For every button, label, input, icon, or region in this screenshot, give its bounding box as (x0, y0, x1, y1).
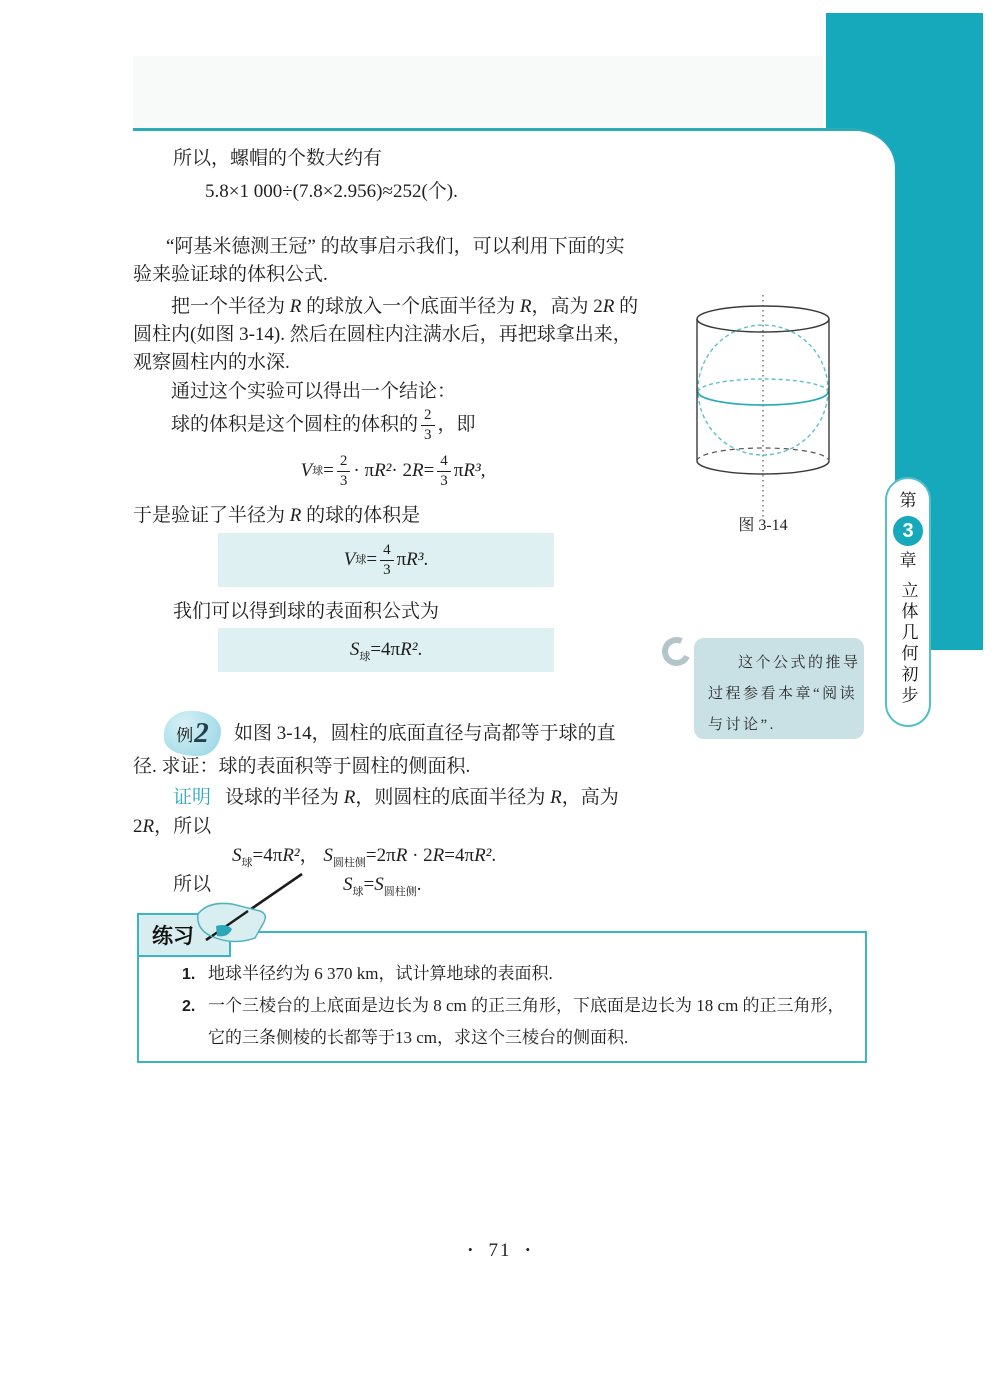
proof-text: 设球的半径为 R，则圆柱的底面半径为 R，高为 (225, 787, 619, 808)
practice-item-2-text-line-2: 它的三条侧棱的长都等于13 cm，求这个三棱台的侧面积. (208, 1028, 629, 1047)
experiment-line-3: 观察圆柱内的水深. (133, 352, 290, 373)
example-label: 例 (176, 726, 194, 745)
example-formula: $S_球=4\pi R^2$， $S_{圆柱侧}=2\pi R \cdot 2R=4\pi R^2$. (232, 845, 497, 869)
cylinder-bottom-front (697, 461, 829, 474)
example-number: 2 (194, 717, 209, 749)
experiment-line-2: 圆柱内(如图 3-14). 然后在圆柱内注满水后，再把球拿出来， (133, 324, 632, 345)
figure-caption: 图 3-14 (738, 517, 788, 534)
example-line-2: 径. 求证：球的表面积等于圆柱的侧面积. (133, 756, 471, 777)
margin-note (694, 638, 864, 739)
proof-line-1 (173, 785, 619, 811)
pencil-hand-icon (182, 868, 312, 953)
story-line-1: “阿基米德测王冠” 的故事启示我们，可以利用下面的实 (166, 236, 625, 257)
practice-item-2-text-line-1: 一个三棱台的上底面是边长为 8 cm 的正三角形，下底面是边长为 18 cm 的正三角形， (208, 996, 845, 1015)
experiment-line-1: 把一个半径为 R 的球放入一个底面半径为 R，高为 2R 的 (171, 296, 639, 317)
volume-formula: V 球 = $\frac{4}{3}$ π R³ . (343, 541, 429, 578)
volume-derivation-formula: V 球 = $\frac{2}{3}$ · π R² · 2 R = $\frac{4}{3}$ π R³ , (300, 452, 486, 489)
practice-item-1-number: 1. (182, 966, 196, 983)
chapter-tab-last: 章 (899, 551, 917, 571)
two-thirds-statement: 球的体积是这个圆柱的体积的 $\frac{2}{3}$ ，即 (171, 406, 476, 443)
practice-item-2-number: 2. (182, 998, 196, 1015)
chapter-tab-first: 第 (899, 491, 917, 510)
note-line: 这个公式的推导 (738, 655, 861, 671)
example-2-badge (164, 711, 221, 756)
example-line-1: 如图 3-14，圆柱的底面直径与高都等于球的直 (234, 723, 616, 744)
chapter-number-badge: 3 (893, 516, 923, 546)
conclusion-intro: 通过这个实验可以得出一个结论： (171, 381, 457, 402)
surface-formula-box (218, 628, 554, 672)
surface-formula: $S_球=4\pi R^2$. (349, 639, 423, 663)
cylinder-sphere-figure (676, 293, 850, 525)
page-number-row (0, 1240, 1000, 1262)
note-line: 过程参看本章“阅读 (708, 686, 858, 702)
cylinder-top-ellipse (697, 306, 829, 332)
note-line: 与讨论”. (708, 717, 776, 733)
top-gray-band (133, 56, 823, 128)
intro-line-1: 所以，螺帽的个数大约有 (173, 148, 383, 169)
sphere-equator-front (698, 392, 828, 405)
practice-item-1-text: 地球半径约为 6 370 km，试计算地球的表面积. (208, 964, 553, 983)
practice-label-text: 练习 (152, 925, 194, 948)
page-number: 71 (488, 1240, 512, 1261)
surface-intro: 我们可以得到球的表面积公式为 (173, 601, 440, 622)
so-label: 所以 (173, 874, 212, 895)
chapter-title: 立体几何初步 (898, 580, 918, 707)
proof-label: 证明 (173, 787, 212, 808)
volume-formula-box (218, 533, 554, 587)
intro-calculation: 5.8×1 000÷(7.8×2.956)≈252(个). (205, 181, 458, 202)
page-number-dot: • (467, 1242, 475, 1257)
example-conclusion: $S_球=S_{圆柱侧}$. (343, 874, 422, 898)
proof-line-2: 2R，所以 (133, 816, 212, 837)
story-line-2: 验来验证球的体积公式. (133, 264, 328, 285)
page-number-dot: • (525, 1242, 533, 1257)
chapter-tab (885, 477, 931, 727)
verify-line: 于是验证了半径为 R 的球的体积是 (133, 505, 421, 526)
